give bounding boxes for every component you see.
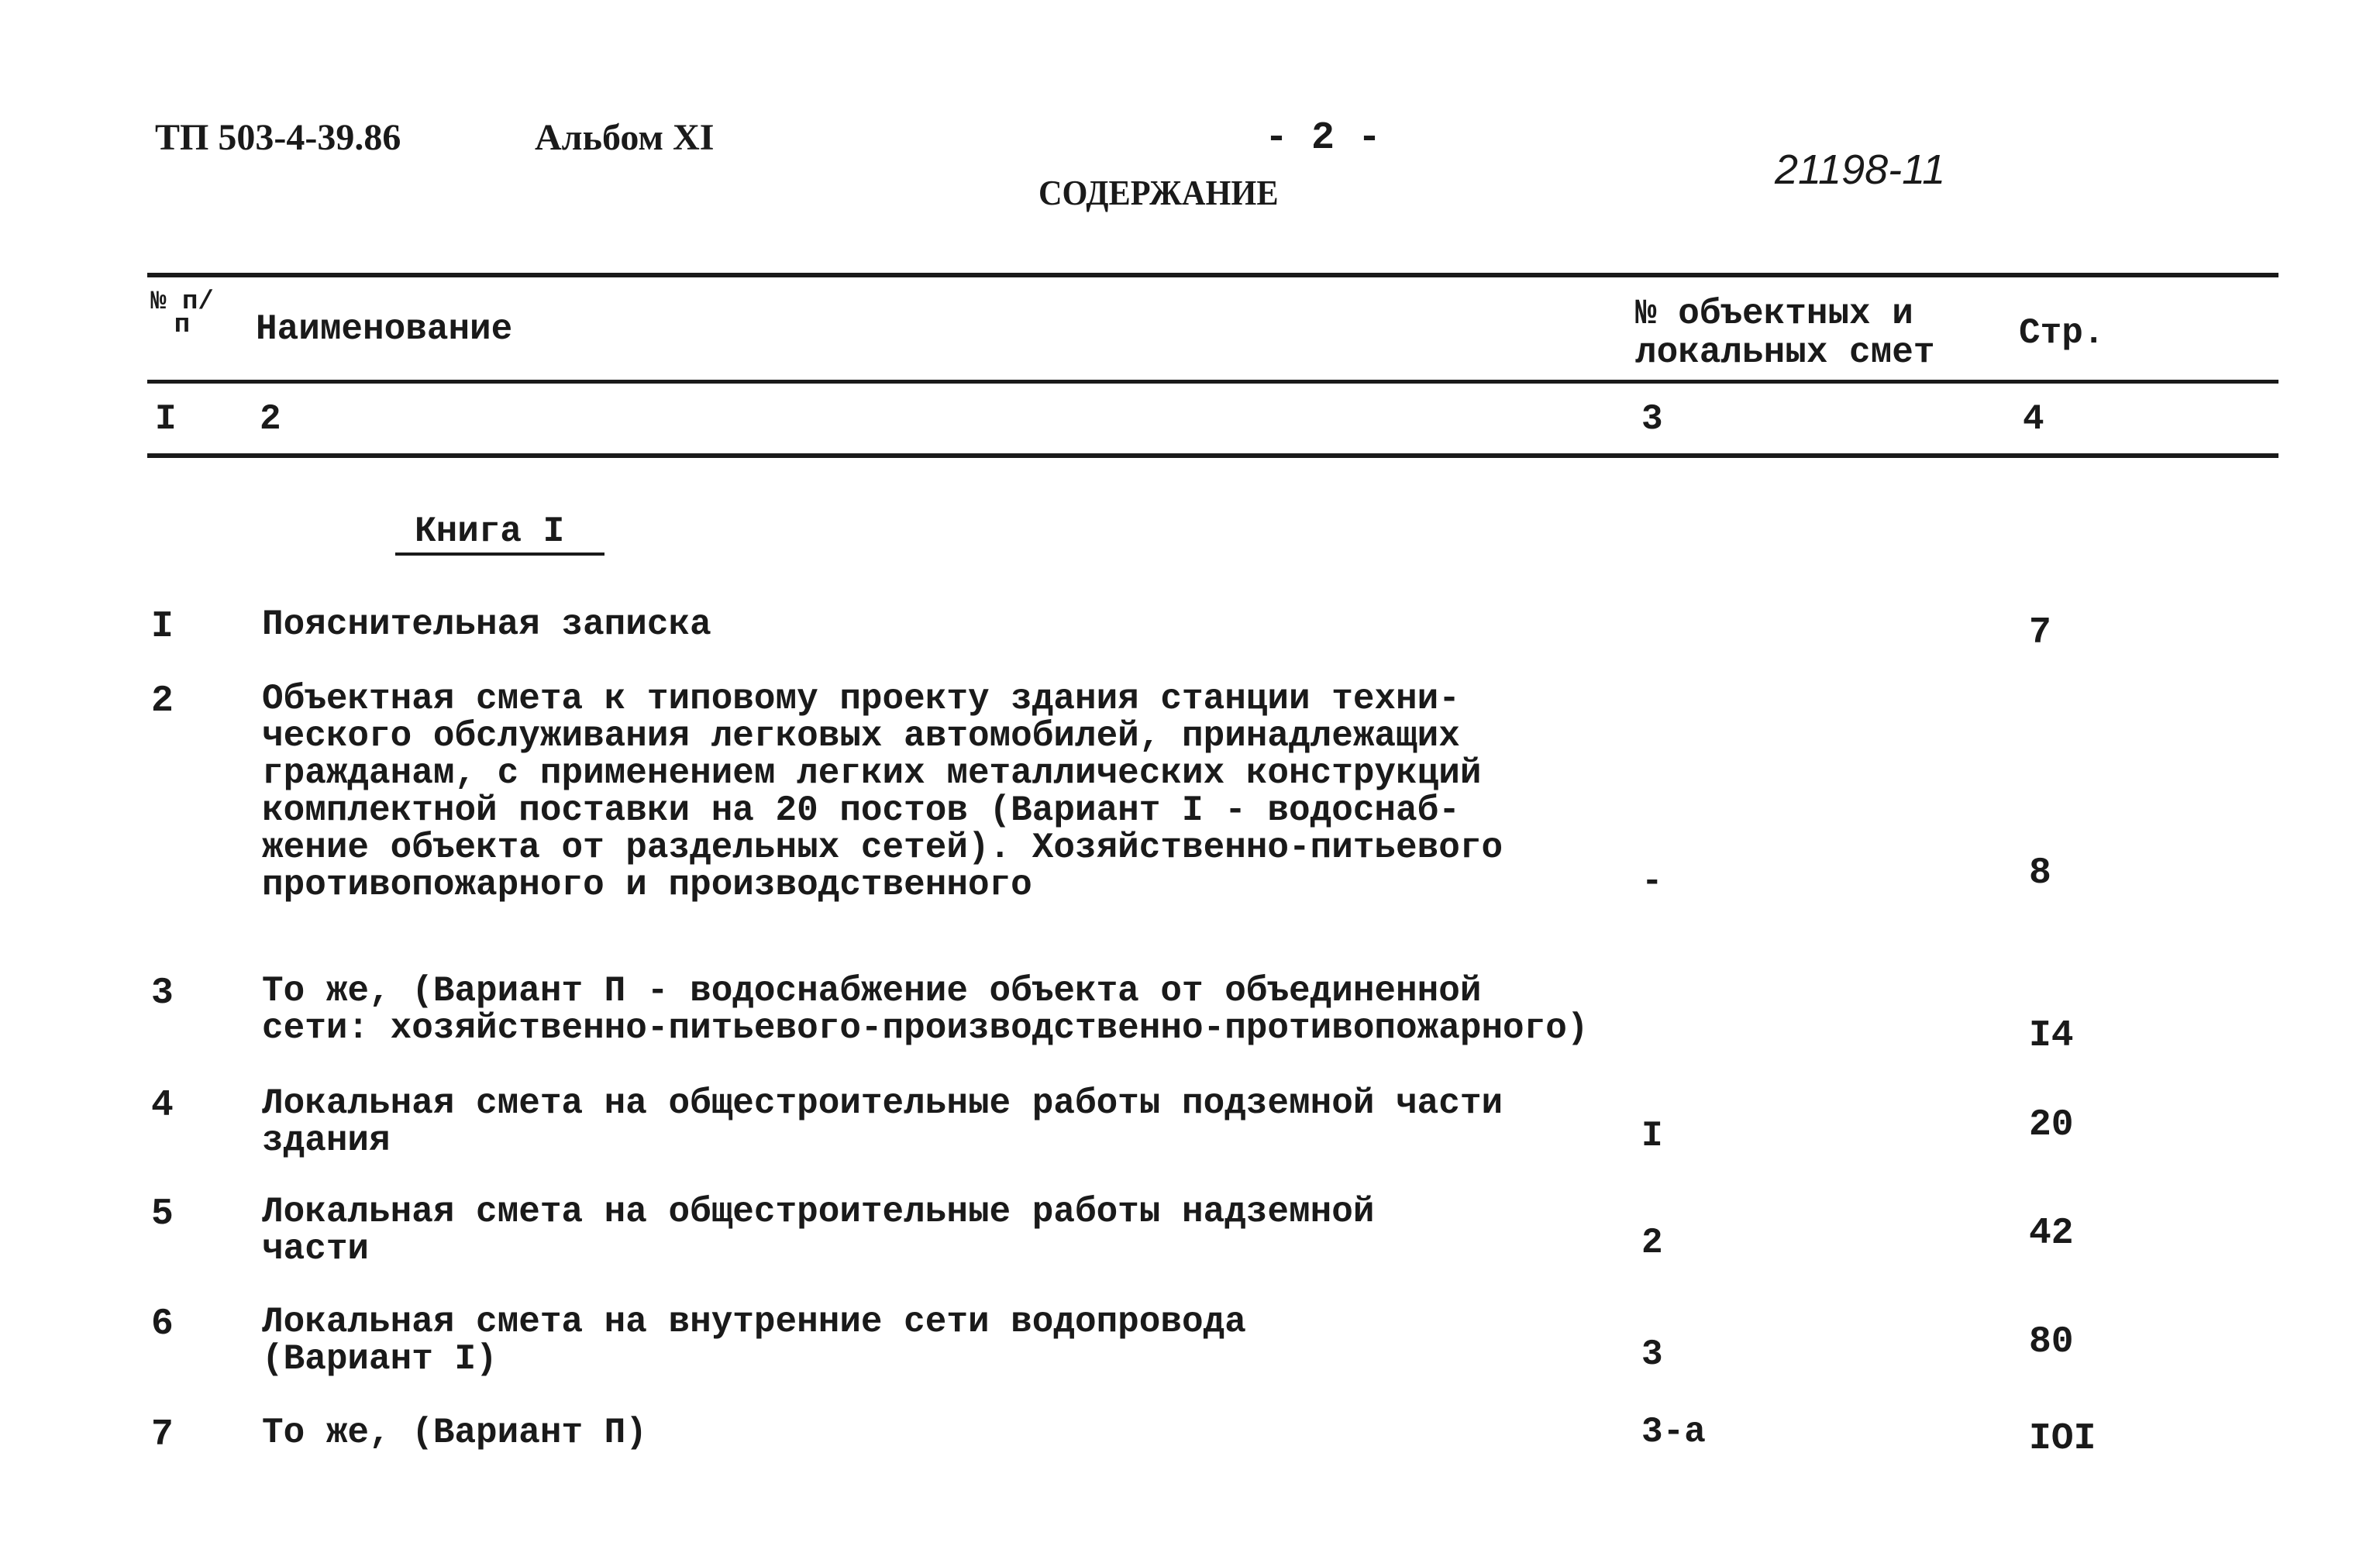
row-3-line-1: То же, (Вариант П - водоснабжение объекта от объединенной (262, 971, 1482, 1011)
page-title: СОДЕРЖАНИЕ (1038, 173, 1279, 212)
album-label: Альбом XI (535, 117, 715, 158)
row-4-estimate: I (1641, 1116, 1663, 1156)
table-column-numbers-rule (147, 453, 2278, 458)
row-4-number: 4 (151, 1085, 174, 1127)
column-header-name: Наименование (256, 309, 513, 349)
row-5-line-1: Локальная смета на общестроительные работы надземной (262, 1192, 1375, 1232)
column-header-num (147, 287, 217, 340)
row-5-number: 5 (151, 1193, 174, 1235)
row-1-page: 7 (2029, 612, 2051, 654)
row-2-line-4: комплектной поставки на 20 постов (Вариант I - водоснаб- (262, 790, 1460, 831)
row-2-number: 2 (151, 680, 174, 722)
row-7-estimate: 3-а (1641, 1412, 1706, 1452)
row-7-page: IOI (2029, 1418, 2096, 1460)
section-heading: Книга I (415, 511, 565, 552)
row-4-line-1: Локальная смета на общестроительные работы подземной части (262, 1083, 1503, 1124)
section-heading-underline (395, 553, 604, 556)
row-3-page: I4 (2029, 1015, 2074, 1057)
row-2-title (262, 680, 1503, 904)
row-6-number: 6 (151, 1303, 174, 1345)
page-number: - 2 - (1265, 116, 1382, 160)
row-2-line-6: противопожарного и производственного (262, 865, 1032, 905)
row-5-line-2: части (262, 1229, 370, 1269)
row-1-line-1: Пояснительная записка (262, 604, 711, 645)
row-4-page: 20 (2029, 1104, 2074, 1146)
column-number-2: 2 (260, 399, 281, 439)
row-7-number: 7 (151, 1414, 174, 1456)
column-number-3: 3 (1641, 399, 1663, 439)
row-6-estimate: 3 (1641, 1334, 1663, 1375)
table-top-rule (147, 273, 2278, 277)
column-header-num-text: № п/п (150, 287, 214, 340)
row-4-title (262, 1085, 1503, 1159)
row-2-page: 8 (2029, 852, 2051, 894)
column-header-page: Стр. (2019, 313, 2105, 353)
row-2-line-5: жение объекта от раздельных сетей). Хозяйственно-питьевого (262, 828, 1503, 868)
row-5-title (262, 1193, 1374, 1268)
row-7-line-1: То же, (Вариант П) (262, 1413, 647, 1453)
document-code: ТП 503-4-39.86 (155, 117, 401, 158)
row-1-number: I (151, 606, 174, 648)
row-5-estimate: 2 (1641, 1223, 1663, 1263)
column-number-1: I (155, 399, 177, 439)
inventory-code: 21198-11 (1775, 146, 1946, 193)
row-6-line-2: (Вариант I) (262, 1339, 498, 1379)
row-7-title (262, 1414, 647, 1451)
row-6-page: 80 (2029, 1321, 2074, 1363)
row-6-title (262, 1303, 1246, 1378)
row-2-line-1: Объектная смета к типовому проекту здания станции техни- (262, 679, 1460, 719)
row-6-line-1: Локальная смета на внутренние сети водопровода (262, 1302, 1246, 1342)
row-2-line-3: гражданам, с применением легких металлических конструкций (262, 753, 1482, 793)
row-2-estimate: - (1641, 862, 1663, 902)
row-1-title (262, 606, 711, 643)
row-5-page: 42 (2029, 1213, 2074, 1255)
table-header-rule (147, 380, 2278, 384)
row-3-line-2: сети: хозяйственно-питьевого-производственно-противопожарного) (262, 1008, 1589, 1048)
row-3-title (262, 972, 1588, 1047)
column-number-4: 4 (2023, 399, 2044, 439)
row-3-number: 3 (151, 972, 174, 1014)
row-4-line-2: здания (262, 1121, 391, 1161)
column-header-estimates: № объектных и локальных смет (1635, 294, 1935, 373)
row-2-line-2: ческого обслуживания легковых автомобилей, принадлежащих (262, 716, 1460, 756)
